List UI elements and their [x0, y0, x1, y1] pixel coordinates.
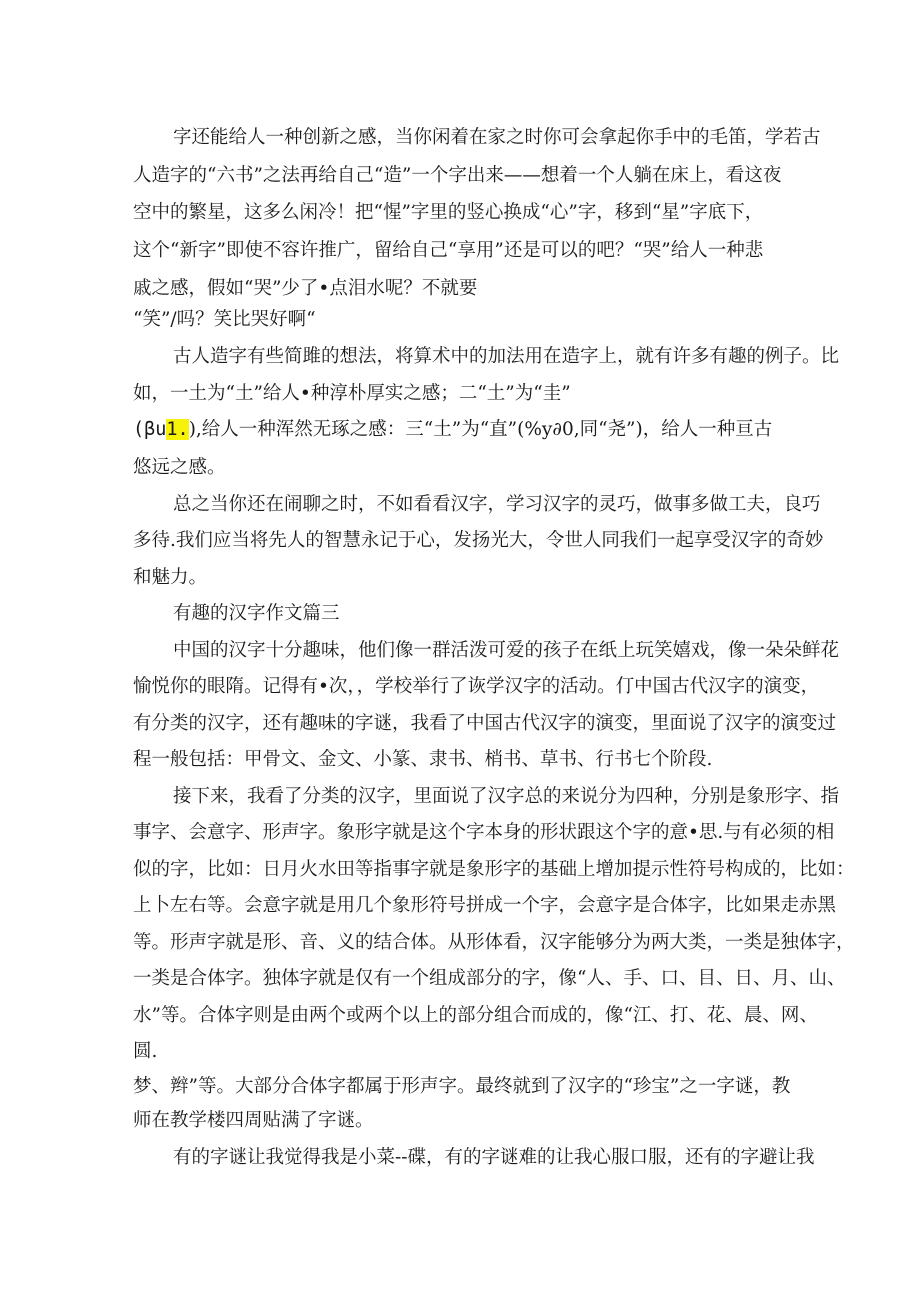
text-line: 空中的繁星，这多么闲冷！把“惺”字里的竖心换成“心”字，移到“星”字底下， [133, 202, 764, 223]
text-line: 上卜左右等。会意字就是用几个象形符号拼成一个字，会意字是合体字，比如果走赤黑 [133, 895, 837, 916]
text-line: 似的字，比如：日月火水田等指事字就是象形字的基础上增加提示性符号构成的，比如： [133, 859, 855, 880]
text-line: 接下来，我看了分类的汉字，里面说了汉字总的来说分为四种，分别是象形字、指 [173, 786, 840, 807]
text-line: 古人造字有些简雎的想法，将算术中的加法用在造字上，就有许多有趣的例子。比 [173, 346, 840, 367]
text-line: 中国的汉字十分趣味，他们像一群活泼可爱的孩子在纸上玩笑嬉戏，像一朵朵鲜花 [173, 640, 840, 661]
text-run: ),给人一种浑然无琢之感：三“土”为“直”(%y∂0,同“尧”)，给人一种亘古 [188, 419, 773, 440]
text-line [133, 417, 772, 443]
text-line: 有分类的汉字，还有趣味的字谜，我看了中国古代汉字的演变，里面说了汉字的演变过 [133, 713, 837, 734]
text-line: 这个“新字”即使不容许推广，留给自己“享用”还是可以的吧？“哭”给人一种悲 [133, 240, 764, 261]
text-line: 多待.我们应当将先人的智慧永记于心，发扬光大，令世人同我们一起享受汉字的奇妙 [133, 530, 824, 551]
text-line: 愉悦你的眼隋。记得有•次，，学校举行了诙学汉字的活动。仃中国古代汉字的演变， [133, 676, 820, 697]
text-line: 戚之感，假如“哭”少了•点泪水呢？不就要 [133, 278, 478, 299]
text-line: 事字、会意字、形声字。象形字就是这个字本身的形状跟这个字的意•思.与有必须的相 [133, 822, 835, 843]
text-line: 一类是合体字。独体字就是仅有一个组成部分的字，像“人、手、口、目、日、月、山、 [133, 968, 846, 989]
section-heading: 有趣的汉字作文篇三 [173, 603, 340, 624]
text-line: 悠远之感。 [133, 457, 226, 478]
text-line: 字还能给人一种创新之感，当你闲着在家之时你可会拿起你手中的毛笛，学若古 [173, 127, 821, 148]
text-line: 师在教学楼四周贴满了字谜。 [133, 1110, 374, 1131]
text-line: 程一般包括：甲骨文、金文、小篆、隶书、梢书、草书、行书七个阶段. [133, 749, 713, 770]
text-line: 水”等。合体字则是由两个或两个以上的部分组合而成的，像“江、打、花、晨、网、 [133, 1005, 818, 1026]
text-line: 有的字谜让我觉得我是小菜--碟，有的字谜难的让我心服口服，还有的字避让我 [173, 1147, 815, 1168]
text-line: 等。形声字就是形、音、义的结合体。从形体看，汉字能够分为两大类，一类是独体字， [133, 932, 855, 953]
pinyin-open: (βu [133, 419, 167, 440]
highlighted-mark: 1. [166, 419, 189, 440]
text-line: 圆. [133, 1041, 158, 1062]
text-line: 梦、辫”等。大部分合体字都属于形声字。最终就到了汉字的“珍宝”之一字谜，教 [133, 1076, 791, 1097]
text-line: 人造字的“六书”之法再给自己“造”一个字出来——想着一个人躺在床上，看这夜 [133, 165, 782, 186]
text-line: “笑”/吗？笑比哭好啊“ [133, 309, 316, 330]
text-line: 如，一土为“土”给人•种淳朴厚实之感；二“土”为“圭” [133, 383, 571, 404]
text-line: 和魅力。 [133, 567, 208, 588]
text-line: 总之当你还在闹聊之时，不如看看汉字，学习汉字的灵巧，做事多做工夫，良巧 [173, 494, 821, 515]
